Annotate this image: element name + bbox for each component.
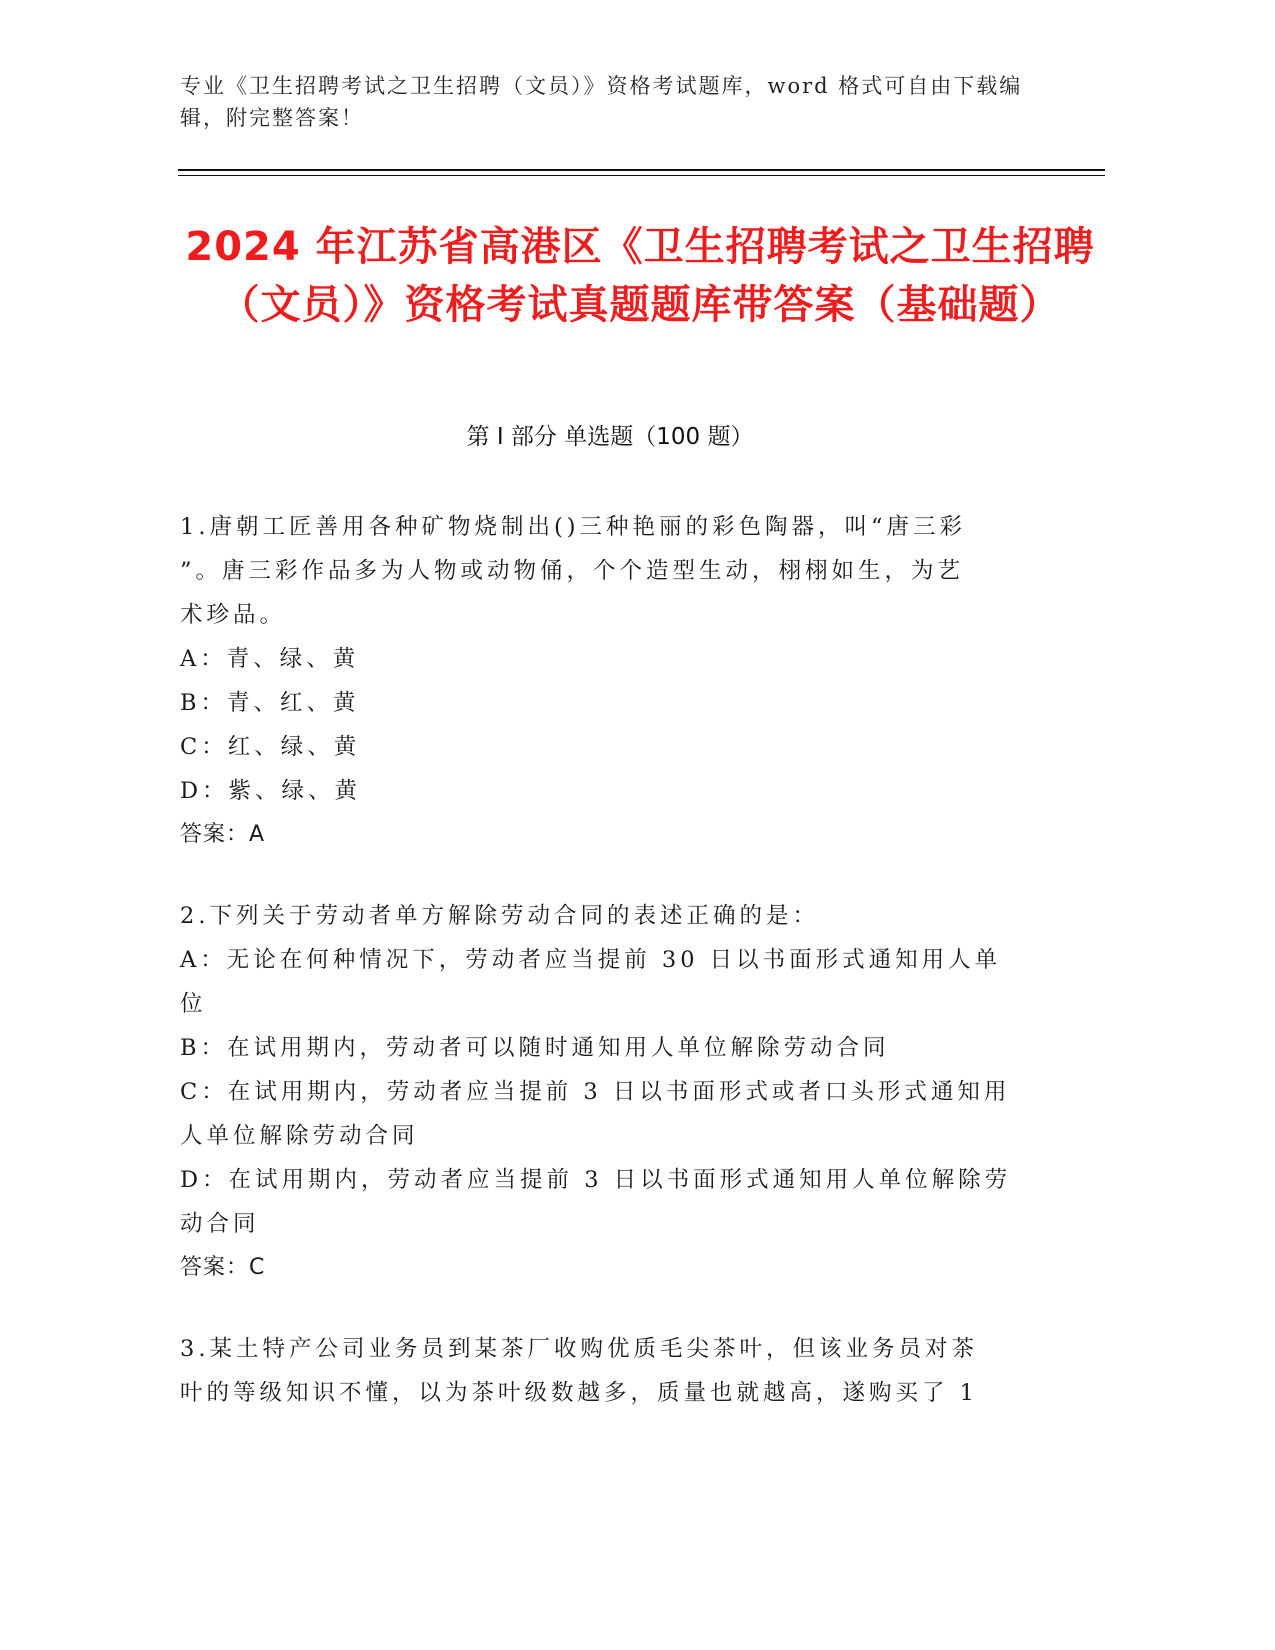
header-rule-thin xyxy=(178,175,1105,176)
question-stem-line: ”。唐三彩作品多为人物或动物俑，个个造型生动，栩栩如生，为艺 xyxy=(180,558,965,584)
answer-line: 答案：A xyxy=(180,822,266,847)
option-line: A：无论在何种情况下，劳动者应当提前 30 日以书面形式通知用人单 xyxy=(180,947,1002,973)
question-item xyxy=(180,1327,1030,1415)
question-item xyxy=(180,505,1030,857)
option-line: 位 xyxy=(180,991,207,1017)
document-title: 2024 年江苏省高港区《卫生招聘考试之卫生招聘（文员）》资格考试真题题库带答案（基础题） xyxy=(185,224,1095,328)
question-stem-line: 3.某土特产公司业务员到某茶厂收购优质毛尖茶叶，但该业务员对茶 xyxy=(180,1336,978,1362)
option-line: A：青、绿、黄 xyxy=(180,646,360,672)
answer-line: 答案：C xyxy=(180,1255,266,1280)
option-line: D：在试用期内，劳动者应当提前 3 日以书面形式通知用人单位解除劳 xyxy=(180,1167,1012,1193)
option-line: C：在试用期内，劳动者应当提前 3 日以书面形式或者口头形式通知用 xyxy=(180,1079,1011,1105)
question-stem-line: 1.唐朝工匠善用各种矿物烧制出()三种艳丽的彩色陶器，叫“唐三彩 xyxy=(180,514,967,540)
option-line: D：紫、绿、黄 xyxy=(180,778,362,804)
option-line: C：红、绿、黄 xyxy=(180,734,361,760)
question-stem-line: 术珍品。 xyxy=(180,602,287,628)
header-note: 专业《卫生招聘考试之卫生招聘（文员）》资格考试题库，word 格式可自由下载编辑，附完整答案！ xyxy=(180,74,1023,130)
option-line: 动合同 xyxy=(180,1211,260,1237)
question-stem-line: 2.下列关于劳动者单方解除劳动合同的表述正确的是： xyxy=(180,903,819,929)
option-line: B：青、红、黄 xyxy=(180,690,360,716)
question-list xyxy=(180,505,1030,1452)
section-title: 第 I 部分 单选题（100 题） xyxy=(466,424,754,450)
header-rule-thick xyxy=(178,169,1105,171)
option-line: 人单位解除劳动合同 xyxy=(180,1123,419,1149)
question-item xyxy=(180,894,1030,1290)
option-line: B：在试用期内，劳动者可以随时通知用人单位解除劳动合同 xyxy=(180,1035,890,1061)
question-stem-line: 叶的等级知识不懂，以为茶叶级数越多，质量也就越高，遂购买了 1 xyxy=(180,1380,978,1406)
